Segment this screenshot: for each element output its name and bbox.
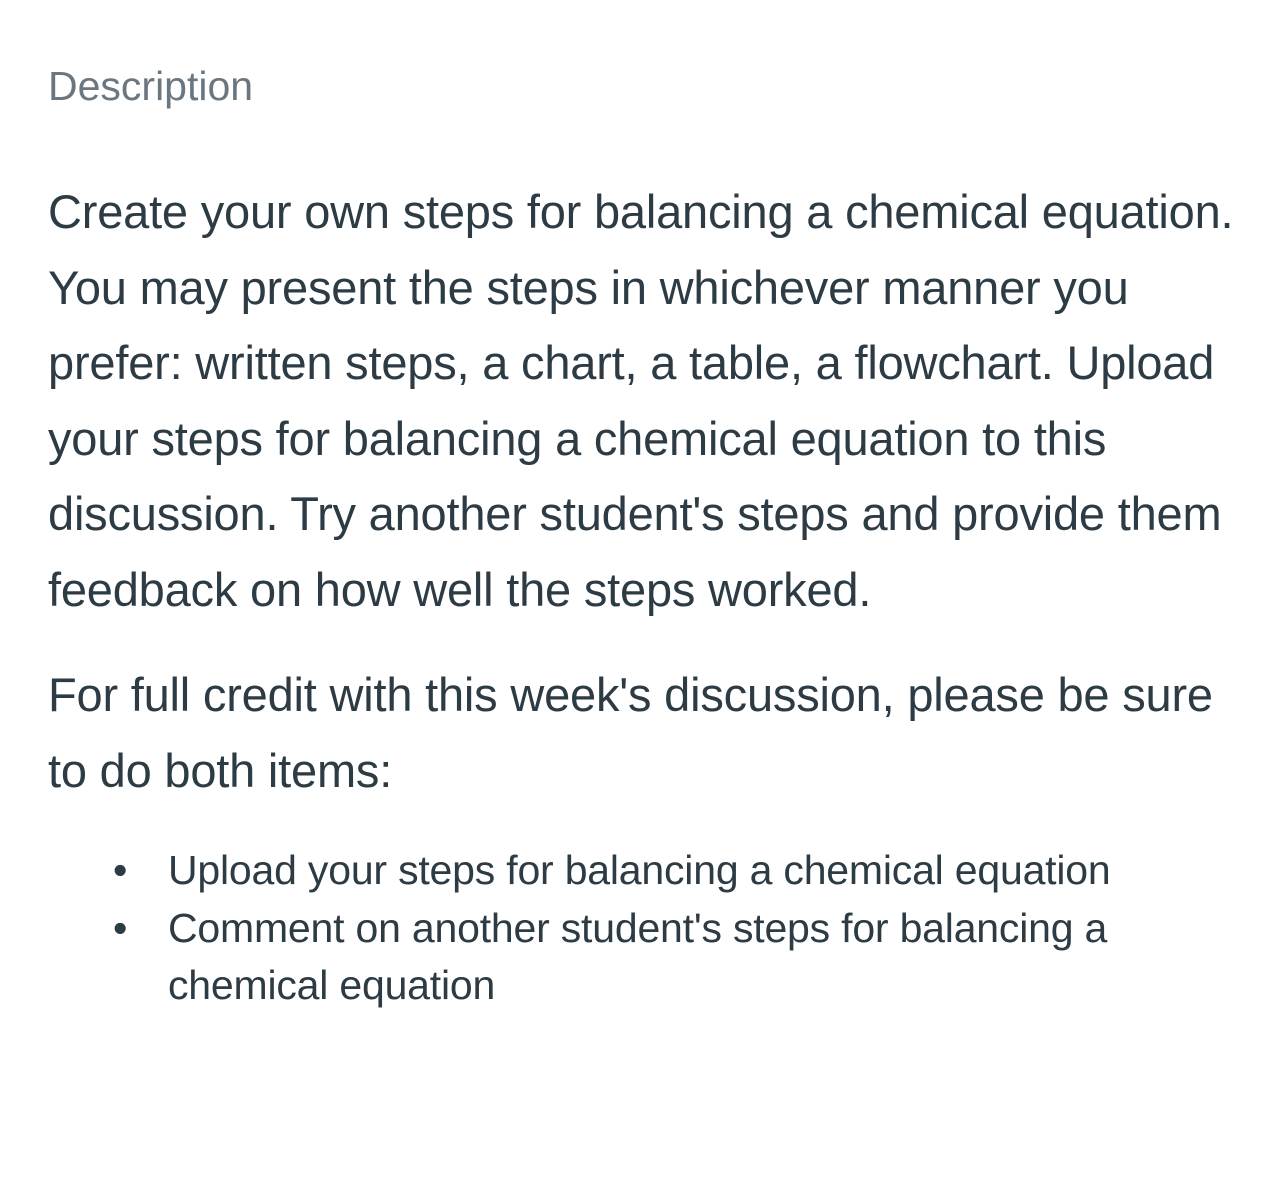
bullet-icon: • xyxy=(113,847,128,893)
bullet-icon: • xyxy=(113,904,128,951)
full-credit-paragraph: For full credit with this week's discussion, please be sure to do both items: xyxy=(48,668,1213,797)
list-item xyxy=(113,900,1236,1015)
list-item xyxy=(113,842,1236,900)
description-instructions-paragraph: Create your own steps for balancing a chemical equation. You may present the steps in whichever manner you prefer: written steps, a chart, a table, a flowchart. Upload your steps for balancing a chemical equation to this discussion. Try another student's steps and provide them feedback on how well the steps worked. xyxy=(48,185,1234,616)
description-heading: Description xyxy=(48,63,254,109)
list-item-text: Upload your steps for balancing a chemical equation xyxy=(168,847,1111,893)
list-item-text: Comment on another student's steps for balancing a chemical equation xyxy=(168,904,1108,1008)
requirements-list xyxy=(48,842,1236,1015)
